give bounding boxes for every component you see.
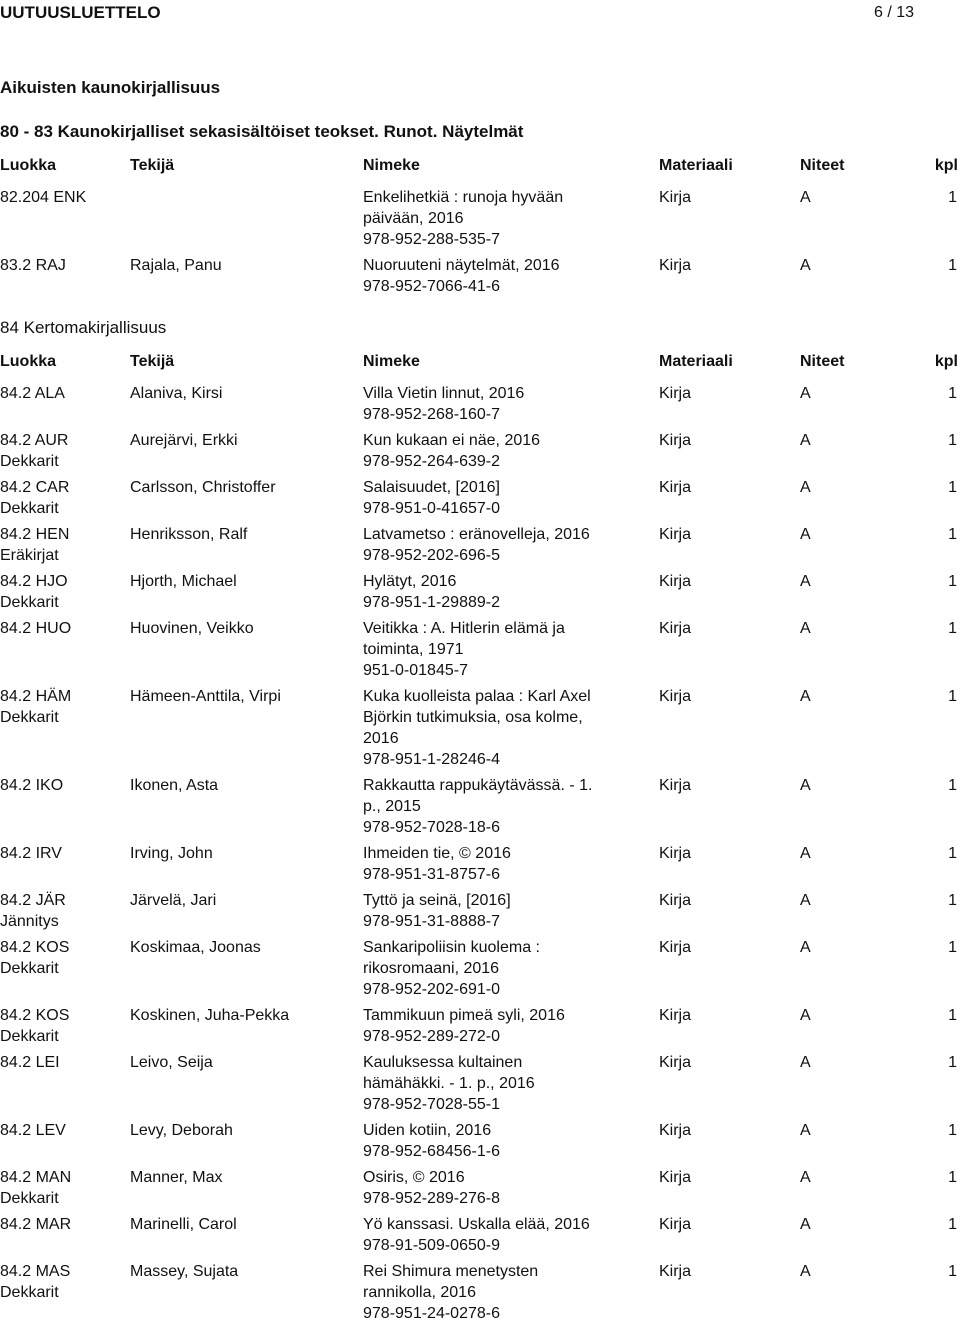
- cell-kpl: 1: [948, 432, 957, 449]
- cell-kpl: 1: [948, 385, 957, 402]
- cell-niteet: A: [800, 189, 811, 206]
- tekija-text: Huovinen, Veikko: [130, 620, 254, 637]
- tekija-text: Alaniva, Kirsi: [130, 385, 223, 402]
- nimeke-line: 978-951-1-29889-2: [363, 594, 500, 611]
- column-luokka: Luokka: [0, 353, 57, 370]
- cell-niteet: A: [800, 688, 811, 705]
- cell-tekija: [130, 937, 360, 958]
- cell-tekija: [130, 1052, 360, 1073]
- cell-nimeke: [363, 775, 613, 838]
- column-nimeke: Nimeke: [363, 157, 420, 174]
- tekija-text: Ikonen, Asta: [130, 777, 219, 794]
- cell-tekija: [130, 1261, 360, 1282]
- tekija-text: Hjorth, Michael: [130, 573, 237, 590]
- cell-luokka: [0, 477, 125, 519]
- cell-materiaali: Kirja: [659, 1169, 692, 1186]
- cell-luokka: [0, 1214, 125, 1235]
- column-header-80: [0, 155, 960, 176]
- tekija-text: Koskimaa, Joonas: [130, 939, 261, 956]
- cell-tekija: [130, 843, 360, 864]
- cell-nimeke: [363, 843, 613, 885]
- nimeke-line: 951-0-01845-7: [363, 662, 468, 679]
- nimeke-line: Latvametso : eränovelleja, 2016: [363, 526, 590, 543]
- cell-materiaali: Kirja: [659, 1263, 692, 1280]
- luokka-line: 84.2 HÄM: [0, 688, 72, 705]
- cell-materiaali: Kirja: [659, 845, 692, 862]
- cell-kpl: 1: [948, 573, 957, 590]
- nimeke-line: Uiden kotiin, 2016: [363, 1122, 492, 1139]
- cell-niteet: A: [800, 939, 811, 956]
- cell-niteet: A: [800, 1169, 811, 1186]
- luokka-line: 84.2 CAR: [0, 479, 70, 496]
- page-header-title: UUTUUSLUETTELO: [0, 3, 161, 22]
- luokka-line: 84.2 LEV: [0, 1122, 66, 1139]
- cell-materiaali: Kirja: [659, 620, 692, 637]
- cell-niteet: A: [800, 1122, 811, 1139]
- cell-kpl: 1: [948, 189, 957, 206]
- nimeke-line: Kuka kuolleista palaa : Karl Axel: [363, 688, 591, 705]
- cell-niteet: A: [800, 432, 811, 449]
- nimeke-line: Yö kanssasi. Uskalla elää, 2016: [363, 1216, 590, 1233]
- tekija-text: [130, 187, 360, 208]
- cell-kpl: 1: [948, 777, 957, 794]
- nimeke-line: Kun kukaan ei näe, 2016: [363, 432, 541, 449]
- nimeke-line: Kauluksessa kultainen: [363, 1054, 523, 1071]
- cell-nimeke: [363, 1052, 613, 1115]
- cell-luokka: [0, 775, 125, 796]
- cell-nimeke: [363, 1214, 613, 1256]
- nimeke-line: rannikolla, 2016: [363, 1284, 476, 1301]
- cell-niteet: A: [800, 777, 811, 794]
- tekija-text: Massey, Sujata: [130, 1263, 239, 1280]
- nimeke-line: 978-952-264-639-2: [363, 453, 500, 470]
- luokka-line: Dekkarit: [0, 960, 59, 977]
- nimeke-line: Björkin tutkimuksia, osa kolme,: [363, 709, 583, 726]
- cell-tekija: [130, 1214, 360, 1235]
- tekija-text: Järvelä, Jari: [130, 892, 217, 909]
- cell-nimeke: [363, 477, 613, 519]
- cell-luokka: [0, 383, 125, 404]
- cell-materiaali: Kirja: [659, 1122, 692, 1139]
- tekija-text: Rajala, Panu: [130, 257, 222, 274]
- nimeke-line: Villa Vietin linnut, 2016: [363, 385, 525, 402]
- cell-nimeke: [363, 524, 613, 566]
- nimeke-line: 978-952-68456-1-6: [363, 1143, 500, 1160]
- cell-niteet: A: [800, 1263, 811, 1280]
- column-niteet: Niteet: [800, 157, 845, 174]
- cell-nimeke: [363, 430, 613, 472]
- luokka-line: 84.2 JÄR: [0, 892, 66, 909]
- luokka-line: 84.2 IKO: [0, 777, 64, 794]
- column-header-84: [0, 351, 960, 372]
- nimeke-line: p., 2015: [363, 798, 421, 815]
- cell-niteet: A: [800, 620, 811, 637]
- cell-luokka: [0, 618, 125, 639]
- cell-niteet: A: [800, 573, 811, 590]
- nimeke-line: 978-951-31-8757-6: [363, 866, 500, 883]
- cell-luokka: [0, 1261, 125, 1303]
- nimeke-line: päivään, 2016: [363, 210, 464, 227]
- column-kpl: kpl: [934, 353, 958, 370]
- luokka-line: Dekkarit: [0, 1190, 59, 1207]
- cell-tekija: [130, 618, 360, 639]
- nimeke-line: Nuoruuteni näytelmät, 2016: [363, 257, 560, 274]
- nimeke-line: Tammikuun pimeä syli, 2016: [363, 1007, 565, 1024]
- cell-materiaali: Kirja: [659, 777, 692, 794]
- luokka-line: 84.2 MAN: [0, 1169, 72, 1186]
- luokka-line: 84.2 KOS: [0, 1007, 70, 1024]
- cell-tekija: [130, 1120, 360, 1141]
- cell-kpl: 1: [948, 1054, 957, 1071]
- luokka-line: Dekkarit: [0, 453, 59, 470]
- nimeke-line: Hylätyt, 2016: [363, 573, 457, 590]
- page-number: 6 / 13: [873, 4, 914, 21]
- cell-niteet: A: [800, 1054, 811, 1071]
- cell-nimeke: [363, 686, 613, 770]
- cell-materiaali: Kirja: [659, 1054, 692, 1071]
- nimeke-line: 978-951-24-0278-6: [363, 1305, 500, 1320]
- nimeke-line: 978-951-0-41657-0: [363, 500, 500, 517]
- cell-kpl: 1: [948, 620, 957, 637]
- cell-tekija: [130, 187, 360, 208]
- cell-nimeke: [363, 1261, 613, 1320]
- cell-tekija: [130, 775, 360, 796]
- column-tekija: Tekijä: [130, 353, 175, 370]
- nimeke-line: Rakkautta rappukäytävässä. - 1.: [363, 777, 593, 794]
- nimeke-line: 978-952-7028-55-1: [363, 1096, 500, 1113]
- nimeke-line: 978-951-31-8888-7: [363, 913, 500, 930]
- cell-nimeke: [363, 187, 613, 250]
- nimeke-line: Enkelihetkiä : runoja hyvään: [363, 189, 564, 206]
- cell-nimeke: [363, 618, 613, 681]
- column-luokka: Luokka: [0, 157, 57, 174]
- cell-luokka: [0, 686, 125, 728]
- cell-nimeke: [363, 1120, 613, 1162]
- cell-tekija: [130, 1005, 360, 1026]
- cell-luokka: [0, 524, 125, 566]
- cell-niteet: A: [800, 1216, 811, 1233]
- column-nimeke: Nimeke: [363, 353, 420, 370]
- tekija-text: Koskinen, Juha-Pekka: [130, 1007, 290, 1024]
- cell-niteet: A: [800, 526, 811, 543]
- cell-materiaali: Kirja: [659, 385, 692, 402]
- nimeke-line: Tyttö ja seinä, [2016]: [363, 892, 511, 909]
- cell-kpl: 1: [948, 479, 957, 496]
- nimeke-line: 978-952-288-535-7: [363, 231, 500, 248]
- section-heading-84: 84 Kertomakirjallisuus: [0, 318, 167, 337]
- cell-nimeke: [363, 571, 613, 613]
- cell-nimeke: [363, 255, 613, 297]
- cell-kpl: 1: [948, 1122, 957, 1139]
- nimeke-line: 978-952-202-696-5: [363, 547, 500, 564]
- cell-kpl: 1: [948, 257, 957, 274]
- luokka-line: 84.2 HUO: [0, 620, 72, 637]
- nimeke-line: Rei Shimura menetysten: [363, 1263, 539, 1280]
- cell-materiaali: Kirja: [659, 688, 692, 705]
- nimeke-line: Ihmeiden tie, © 2016: [363, 845, 511, 862]
- cell-materiaali: Kirja: [659, 1007, 692, 1024]
- tekija-text: Henriksson, Ralf: [130, 526, 248, 543]
- cell-kpl: 1: [948, 526, 957, 543]
- nimeke-line: 978-952-7066-41-6: [363, 278, 500, 295]
- cell-luokka: [0, 890, 125, 932]
- nimeke-line: rikosromaani, 2016: [363, 960, 500, 977]
- cell-luokka: [0, 843, 125, 864]
- luokka-line: Dekkarit: [0, 1284, 59, 1301]
- cell-niteet: A: [800, 385, 811, 402]
- column-niteet: Niteet: [800, 353, 845, 370]
- luokka-line: 84.2 MAR: [0, 1216, 72, 1233]
- cell-tekija: [130, 430, 360, 451]
- cell-niteet: A: [800, 479, 811, 496]
- luokka-line: 84.2 KOS: [0, 939, 70, 956]
- tekija-text: Hämeen-Anttila, Virpi: [130, 688, 281, 705]
- luokka-line: 84.2 HJO: [0, 573, 68, 590]
- cell-nimeke: [363, 383, 613, 425]
- column-materiaali: Materiaali: [659, 157, 733, 174]
- cell-kpl: 1: [948, 688, 957, 705]
- cell-tekija: [130, 524, 360, 545]
- nimeke-line: 978-952-202-691-0: [363, 981, 500, 998]
- cell-niteet: A: [800, 892, 811, 909]
- cell-materiaali: Kirja: [659, 892, 692, 909]
- luokka-line: Eräkirjat: [0, 547, 59, 564]
- luokka-line: Dekkarit: [0, 594, 59, 611]
- tekija-text: Leivo, Seija: [130, 1054, 213, 1071]
- cell-luokka: [0, 430, 125, 472]
- cell-materiaali: Kirja: [659, 526, 692, 543]
- cell-luokka: [0, 255, 125, 276]
- luokka-line: Dekkarit: [0, 709, 59, 726]
- nimeke-line: 978-952-7028-18-6: [363, 819, 500, 836]
- cell-tekija: [130, 571, 360, 592]
- cell-tekija: [130, 255, 360, 276]
- cell-materiaali: Kirja: [659, 479, 692, 496]
- cell-materiaali: Kirja: [659, 432, 692, 449]
- nimeke-line: Veitikka : A. Hitlerin elämä ja: [363, 620, 565, 637]
- cell-tekija: [130, 477, 360, 498]
- luokka-line: 82.204 ENK: [0, 189, 87, 206]
- luokka-line: 84.2 MAS: [0, 1263, 71, 1280]
- nimeke-line: 978-91-509-0650-9: [363, 1237, 500, 1254]
- luokka-line: 84.2 AUR: [0, 432, 69, 449]
- cell-nimeke: [363, 1167, 613, 1209]
- tekija-text: Marinelli, Carol: [130, 1216, 237, 1233]
- column-materiaali: Materiaali: [659, 353, 733, 370]
- cell-luokka: [0, 187, 125, 208]
- nimeke-line: Salaisuudet, [2016]: [363, 479, 500, 496]
- cell-luokka: [0, 571, 125, 613]
- nimeke-line: Osiris, © 2016: [363, 1169, 465, 1186]
- cell-luokka: [0, 1005, 125, 1047]
- cell-materiaali: Kirja: [659, 573, 692, 590]
- cell-kpl: 1: [948, 845, 957, 862]
- cell-materiaali: Kirja: [659, 189, 692, 206]
- cell-luokka: [0, 1120, 125, 1141]
- nimeke-line: hämähäkki. - 1. p., 2016: [363, 1075, 535, 1092]
- section-heading-80-83: 80 - 83 Kaunokirjalliset sekasisältöiset teokset. Runot. Näytelmät: [0, 122, 524, 141]
- nimeke-line: 2016: [363, 730, 399, 747]
- cell-niteet: A: [800, 845, 811, 862]
- luokka-line: 84.2 IRV: [0, 845, 62, 862]
- tekija-text: Carlsson, Christoffer: [130, 479, 276, 496]
- cell-kpl: 1: [948, 939, 957, 956]
- cell-niteet: A: [800, 1007, 811, 1024]
- nimeke-line: 978-952-268-160-7: [363, 406, 500, 423]
- nimeke-line: toiminta, 1971: [363, 641, 464, 658]
- cell-tekija: [130, 686, 360, 707]
- luokka-line: 84.2 ALA: [0, 385, 65, 402]
- luokka-line: 84.2 LEI: [0, 1054, 60, 1071]
- section-heading-adult-fiction: Aikuisten kaunokirjallisuus: [0, 78, 221, 97]
- cell-materiaali: Kirja: [659, 257, 692, 274]
- luokka-line: 84.2 HEN: [0, 526, 70, 543]
- cell-kpl: 1: [948, 1007, 957, 1024]
- nimeke-line: 978-952-289-276-8: [363, 1190, 500, 1207]
- cell-kpl: 1: [948, 1169, 957, 1186]
- nimeke-line: 978-952-289-272-0: [363, 1028, 500, 1045]
- tekija-text: Manner, Max: [130, 1169, 223, 1186]
- luokka-line: 83.2 RAJ: [0, 257, 66, 274]
- cell-tekija: [130, 1167, 360, 1188]
- cell-tekija: [130, 383, 360, 404]
- luokka-line: Jännitys: [0, 913, 59, 930]
- cell-niteet: A: [800, 257, 811, 274]
- cell-luokka: [0, 1052, 125, 1073]
- cell-materiaali: Kirja: [659, 939, 692, 956]
- cell-nimeke: [363, 937, 613, 1000]
- cell-nimeke: [363, 890, 613, 932]
- luokka-line: Dekkarit: [0, 500, 59, 517]
- column-tekija: Tekijä: [130, 157, 175, 174]
- cell-tekija: [130, 890, 360, 911]
- cell-luokka: [0, 937, 125, 979]
- cell-nimeke: [363, 1005, 613, 1047]
- cell-luokka: [0, 1167, 125, 1209]
- column-kpl: kpl: [934, 157, 958, 174]
- tekija-text: Levy, Deborah: [130, 1122, 233, 1139]
- nimeke-line: 978-951-1-28246-4: [363, 751, 500, 768]
- cell-kpl: 1: [948, 1216, 957, 1233]
- luokka-line: Dekkarit: [0, 1028, 59, 1045]
- cell-kpl: 1: [948, 1263, 957, 1280]
- cell-kpl: 1: [948, 892, 957, 909]
- tekija-text: Aurejärvi, Erkki: [130, 432, 238, 449]
- nimeke-line: Sankaripoliisin kuolema :: [363, 939, 540, 956]
- tekija-text: Irving, John: [130, 845, 213, 862]
- cell-materiaali: Kirja: [659, 1216, 692, 1233]
